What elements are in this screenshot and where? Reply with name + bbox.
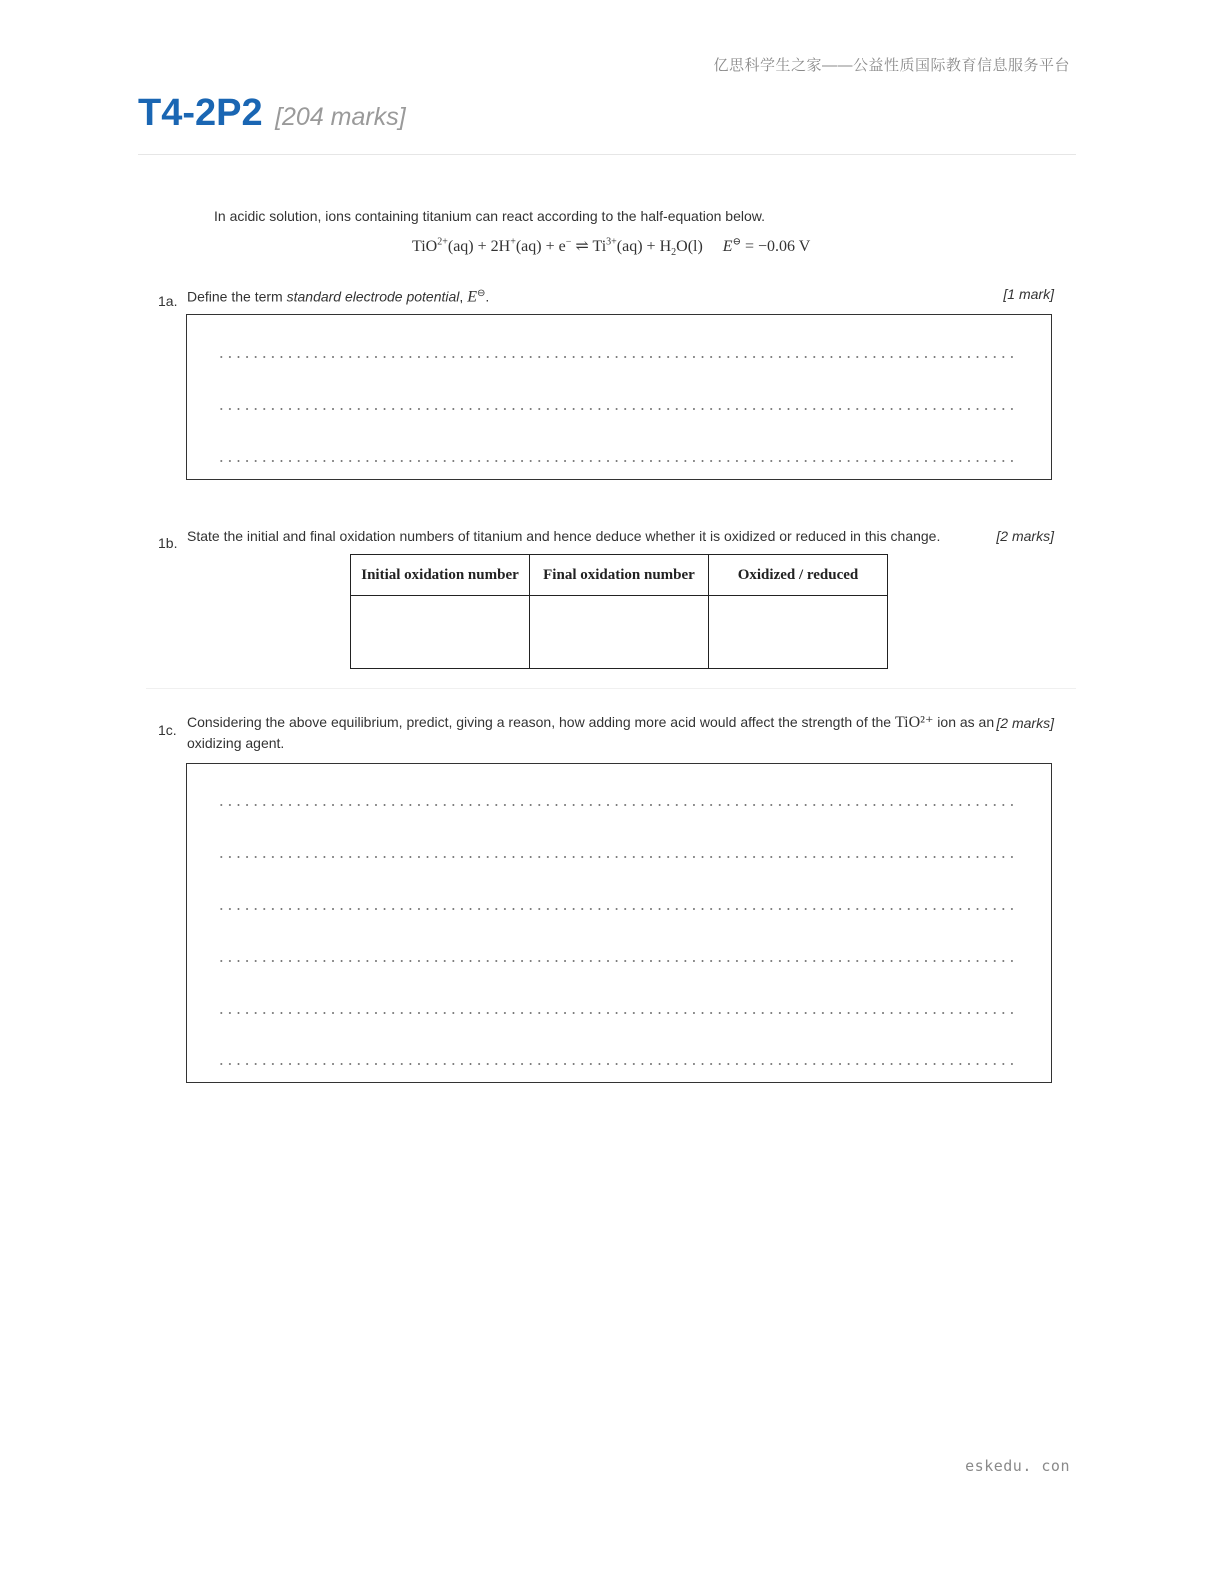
watermark-top: 亿思科学生之家——公益性质国际教育信息服务平台: [713, 57, 1070, 74]
page-title: T4-2P2: [138, 92, 263, 134]
table-cell-final[interactable]: [530, 596, 709, 669]
table-header-initial: Initial oxidation number: [351, 555, 530, 596]
watermark-bottom: eskedu. con: [965, 1457, 1070, 1475]
question-text-1a: Define the term standard electrode potential, E⊖.: [187, 288, 490, 306]
answer-line: [217, 960, 1015, 962]
question-marks-1a: [1 mark]: [1003, 286, 1054, 302]
answer-line: [217, 356, 1015, 358]
question-text-1c: Considering the above equilibrium, predict, giving a reason, how adding more acid would affect the strength of the TiO²⁺ ion as an oxidizing agent.: [187, 714, 995, 751]
table-header-final: Final oxidation number: [530, 555, 709, 596]
answer-line: [217, 856, 1015, 858]
question-number-1a: 1a.: [158, 293, 178, 309]
table-cell-initial[interactable]: [351, 596, 530, 669]
table-cell-oxidized-reduced[interactable]: [709, 596, 888, 669]
answer-box-1c[interactable]: [186, 763, 1052, 1083]
question-marks-1b: [2 marks]: [996, 528, 1054, 544]
question-marks-1c: [2 marks]: [996, 715, 1054, 731]
question-number-1c: 1c.: [158, 722, 177, 738]
answer-box-1a[interactable]: [186, 314, 1052, 480]
answer-line: [217, 408, 1015, 410]
table-header-oxidized-reduced: Oxidized / reduced: [709, 555, 888, 596]
question-text-1b: State the initial and final oxidation numbers of titanium and hence deduce whether it is oxidized or reduced in this change.: [187, 528, 941, 544]
oxidation-table: [350, 554, 888, 669]
answer-line: [217, 1012, 1015, 1014]
answer-line: [217, 460, 1015, 462]
half-equation: TiO$^{2+}$(aq) + 2H+(aq) + e− ⇌ $Ti^{3+}(aq) + H_2O(l)$ E⊖ = −0.06 V: [412, 236, 811, 259]
answer-line: [217, 1063, 1015, 1065]
answer-line: [217, 804, 1015, 806]
section-divider: [146, 688, 1076, 689]
page-header: [138, 92, 1076, 155]
total-marks: [204 marks]: [275, 103, 406, 131]
intro-text: In acidic solution, ions containing titanium can react according to the half-equation below.: [214, 208, 766, 224]
question-number-1b: 1b.: [158, 535, 178, 551]
answer-line: [217, 908, 1015, 910]
